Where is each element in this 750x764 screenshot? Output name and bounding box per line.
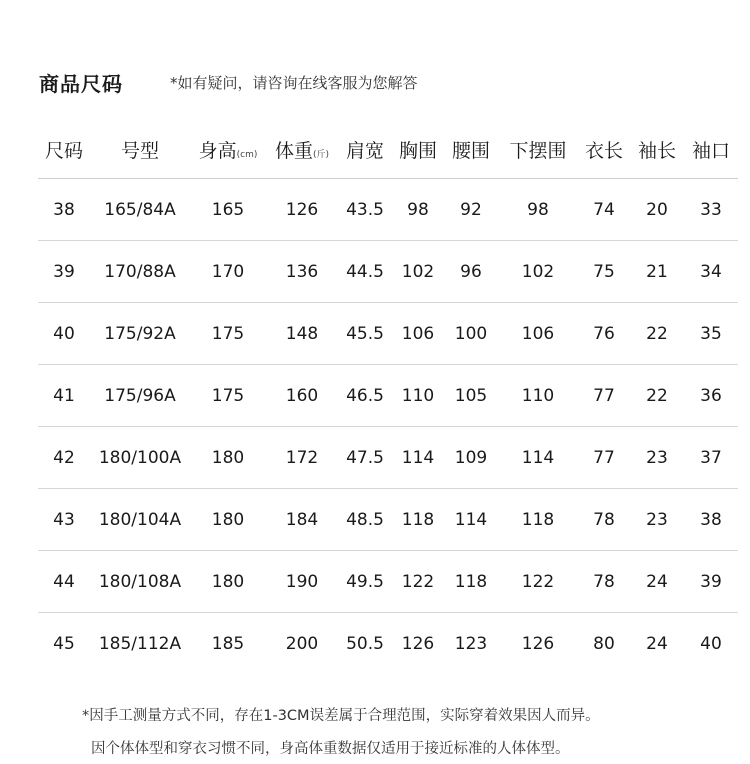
body-type-note: 因个体体型和穿衣习惯不同，身高体重数据仅适用于接近标准的人体体型。 — [91, 741, 570, 757]
column-header-label: 袖口 — [691, 139, 730, 162]
column-header — [90, 120, 190, 179]
table-cell: 76 — [578, 303, 630, 365]
table-cell: 48.5 — [338, 489, 392, 551]
table-cell: 180/108A — [90, 551, 190, 613]
table-cell: 122 — [392, 551, 444, 613]
table-cell: 180/104A — [90, 489, 190, 551]
table-cell: 22 — [630, 365, 684, 427]
table-cell: 45 — [53, 633, 75, 654]
table-cell: 34 — [684, 241, 738, 303]
table-cell: 49.5 — [338, 551, 392, 613]
column-header — [578, 120, 630, 179]
table-cell: 100 — [444, 303, 498, 365]
column-header-unit: (斤) — [312, 149, 330, 160]
column-header-label: 号型 — [120, 139, 159, 162]
table-row — [38, 241, 738, 303]
column-header — [392, 120, 444, 179]
column-header — [266, 120, 338, 179]
table-cell: 165 — [190, 179, 266, 241]
help-note: *如有疑问，请咨询在线客服为您解答 — [170, 74, 418, 92]
table-cell: 190 — [266, 551, 338, 613]
table-cell: 23 — [630, 427, 684, 489]
table-cell: 126 — [266, 179, 338, 241]
column-header-label: 腰围 — [451, 139, 490, 162]
table-cell: 185/112A — [98, 633, 182, 654]
table-cell: 165/84A — [90, 179, 190, 241]
table-cell: 185 — [211, 633, 245, 654]
table-cell: 175 — [190, 303, 266, 365]
table-cell: 118 — [444, 551, 498, 613]
table-cell: 180/100A — [90, 427, 190, 489]
table-cell: 126 — [521, 633, 555, 654]
table-cell: 160 — [266, 365, 338, 427]
table-cell: 40 — [700, 633, 722, 654]
table-cell: 38 — [684, 489, 738, 551]
column-header — [684, 120, 738, 179]
column-header-label: 尺码 — [44, 139, 83, 162]
table-cell: 200 — [285, 633, 319, 654]
table-cell: 35 — [684, 303, 738, 365]
table-cell: 175 — [190, 365, 266, 427]
table-cell: 106 — [498, 303, 578, 365]
column-header — [630, 120, 684, 179]
table-cell: 21 — [630, 241, 684, 303]
table-cell: 136 — [266, 241, 338, 303]
table-cell: 148 — [266, 303, 338, 365]
table-cell: 40 — [38, 303, 90, 365]
table-cell: 170/88A — [90, 241, 190, 303]
table-cell: 37 — [684, 427, 738, 489]
table-cell: 45.5 — [338, 303, 392, 365]
table-cell: 98 — [392, 179, 444, 241]
table-cell: 39 — [684, 551, 738, 613]
measurement-note: *因手工测量方式不同，存在1-3CM误差属于合理范围，实际穿着效果因人而异。 — [82, 708, 600, 724]
table-cell: 184 — [266, 489, 338, 551]
column-header-label: 身高 — [198, 139, 237, 162]
table-cell: 96 — [444, 241, 498, 303]
table-cell: 22 — [630, 303, 684, 365]
column-header-label: 胸围 — [398, 139, 437, 162]
table-cell: 106 — [392, 303, 444, 365]
table-cell: 46.5 — [338, 365, 392, 427]
table-cell: 118 — [392, 489, 444, 551]
table-cell: 180 — [190, 489, 266, 551]
table-cell: 41 — [38, 365, 90, 427]
table-cell: 123 — [454, 633, 488, 654]
table-cell: 43 — [38, 489, 90, 551]
table-row — [38, 551, 738, 613]
column-header — [498, 120, 578, 179]
table-cell: 102 — [498, 241, 578, 303]
column-header — [338, 120, 392, 179]
table-cell: 78 — [578, 489, 630, 551]
table-cell: 44 — [38, 551, 90, 613]
table-cell: 24 — [646, 633, 668, 654]
table-cell: 122 — [498, 551, 578, 613]
table-cell: 38 — [38, 179, 90, 241]
table-row — [38, 365, 738, 427]
column-header-label: 肩宽 — [345, 139, 384, 162]
column-header-label: 下摆围 — [509, 139, 567, 162]
table-cell: 44.5 — [338, 241, 392, 303]
table-cell: 126 — [401, 633, 435, 654]
table-cell: 175/96A — [90, 365, 190, 427]
column-header — [444, 120, 498, 179]
size-table — [38, 120, 738, 674]
table-cell: 175/92A — [90, 303, 190, 365]
page-title: 商品尺码 — [39, 72, 123, 96]
table-cell: 75 — [578, 241, 630, 303]
table-cell: 42 — [38, 427, 90, 489]
table-header-row — [38, 120, 738, 179]
table-cell: 43.5 — [338, 179, 392, 241]
table-cell: 118 — [498, 489, 578, 551]
table-cell: 102 — [392, 241, 444, 303]
column-header-unit: (cm) — [236, 149, 258, 160]
table-row — [38, 489, 738, 551]
table-cell: 20 — [630, 179, 684, 241]
table-cell: 39 — [38, 241, 90, 303]
column-header — [190, 120, 266, 179]
table-cell: 114 — [444, 489, 498, 551]
table-cell: 74 — [578, 179, 630, 241]
column-header-label: 衣长 — [584, 139, 623, 162]
table-row — [38, 303, 738, 365]
table-cell: 24 — [630, 551, 684, 613]
table-cell: 114 — [498, 427, 578, 489]
column-header — [38, 120, 90, 179]
table-row — [38, 427, 738, 489]
table-cell: 33 — [684, 179, 738, 241]
table-cell: 170 — [190, 241, 266, 303]
table-cell: 109 — [444, 427, 498, 489]
table-cell: 36 — [684, 365, 738, 427]
table-cell: 180 — [190, 427, 266, 489]
table-cell: 92 — [444, 179, 498, 241]
table-cell: 50.5 — [346, 633, 384, 654]
table-cell: 110 — [392, 365, 444, 427]
table-cell: 114 — [392, 427, 444, 489]
column-header-label: 袖长 — [637, 139, 676, 162]
table-cell: 105 — [444, 365, 498, 427]
table-cell: 172 — [266, 427, 338, 489]
table-cell: 180 — [190, 551, 266, 613]
table-row — [38, 179, 738, 241]
table-cell: 80 — [593, 633, 615, 654]
table-cell: 98 — [498, 179, 578, 241]
table-cell: 77 — [578, 365, 630, 427]
table-cell: 77 — [578, 427, 630, 489]
table-row — [38, 613, 738, 675]
table-cell: 110 — [498, 365, 578, 427]
table-cell: 78 — [578, 551, 630, 613]
table-cell: 23 — [630, 489, 684, 551]
column-header-label: 体重 — [274, 139, 313, 162]
table-cell: 47.5 — [338, 427, 392, 489]
